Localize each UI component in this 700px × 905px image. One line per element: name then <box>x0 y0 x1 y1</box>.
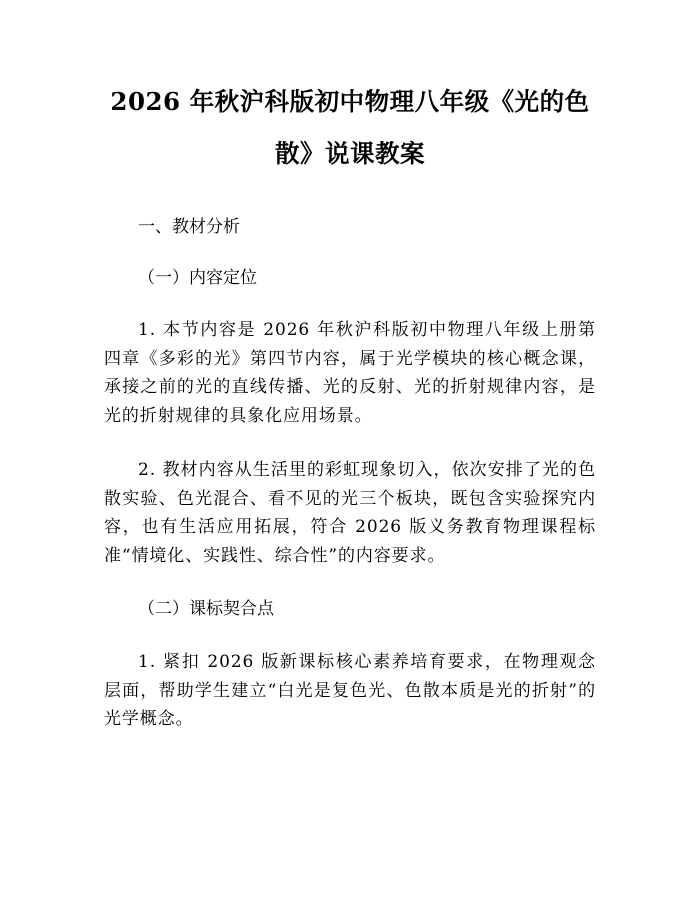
subsection-heading-curriculum-fit: （二）课标契合点 <box>138 599 274 619</box>
document-title: 2026 年秋沪科版初中物理八年级《光的色散》说课教案 <box>110 87 590 168</box>
paragraph-curriculum-fit-1: 1. 紧扣 2026 版新课标核心素养培育要求，在物理观念层面，帮助学生建立“白光是复色光、色散本质是光的折射”的光学概念。 <box>104 652 596 729</box>
section-heading-textbook-analysis: 一、教材分析 <box>138 217 240 237</box>
subsection-heading-content-positioning: （一）内容定位 <box>138 268 257 288</box>
paragraph-content-positioning-2: 2. 教材内容从生活里的彩虹现象切入，依次安排了光的色散实验、色光混合、看不见的光三个板块，既包含实验探究内容，也有生活应用拓展，符合 2026 版义务教育物理课程标准“情境化、实践性、综合性”的内容要求。 <box>104 460 596 566</box>
paragraph-content-positioning-1: 1. 本节内容是 2026 年秋沪科版初中物理八年级上册第四章《多彩的光》第四节内容，属于光学模块的核心概念课，承接之前的光的直线传播、光的反射、光的折射规律内容，是光的折射规律的具象化应用场景。 <box>104 320 596 426</box>
